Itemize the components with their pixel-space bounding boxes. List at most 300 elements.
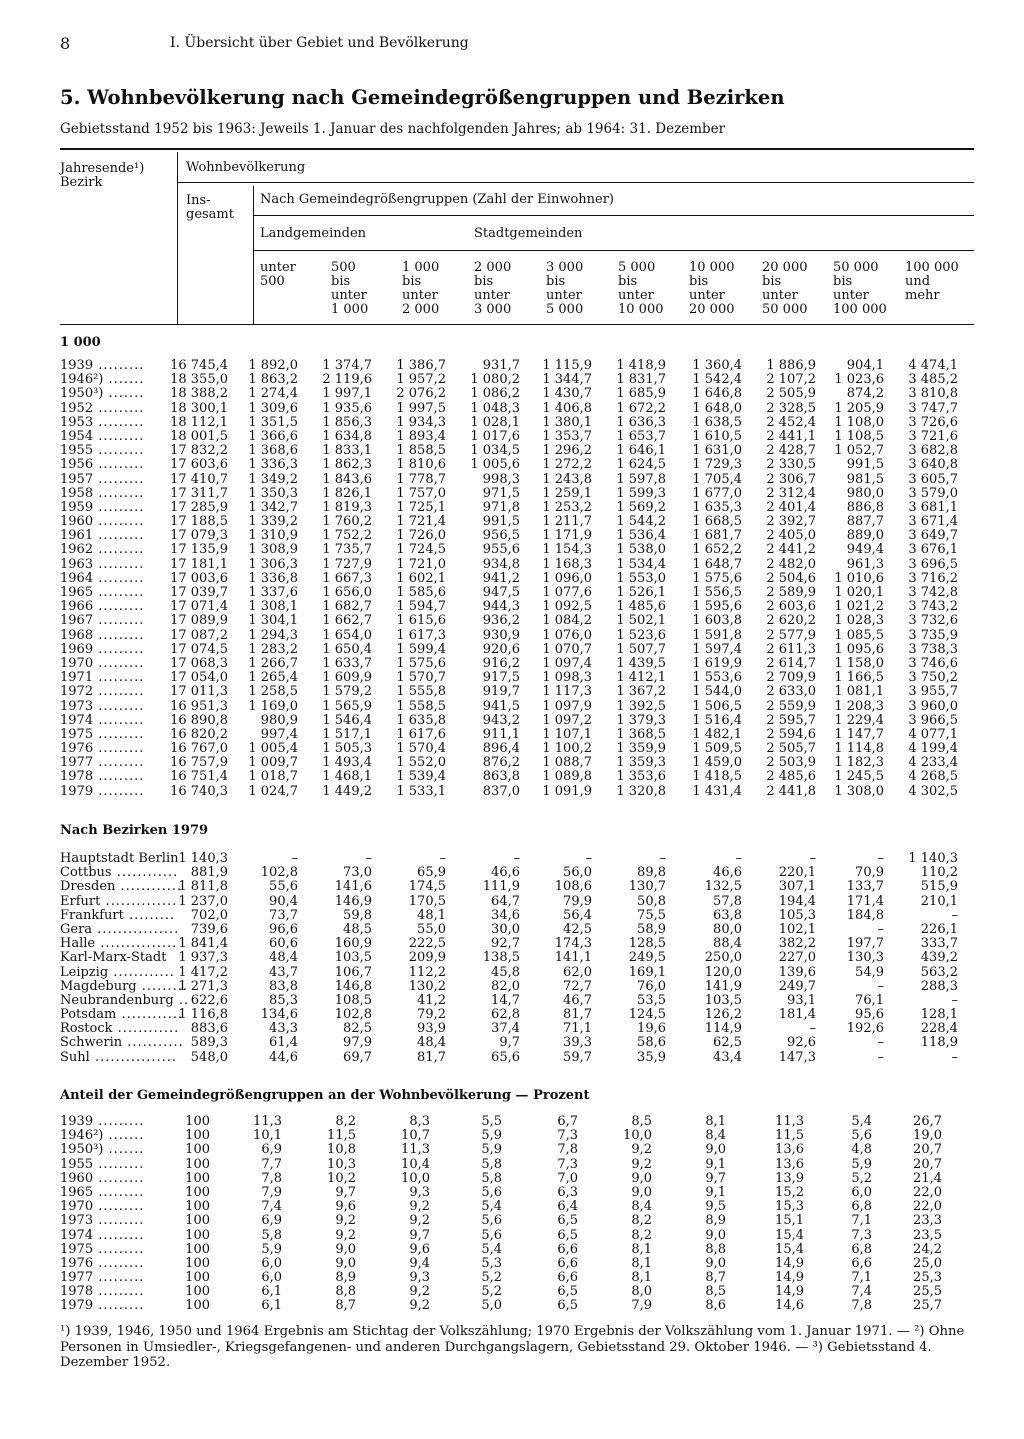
- row-label-text: 1979: [60, 1298, 94, 1314]
- table-cell: 1 368,6: [248, 443, 298, 459]
- table-cell: 17 068,3: [170, 655, 228, 671]
- table-cell: 920,6: [482, 641, 520, 657]
- row-label: [60, 657, 144, 671]
- table-row: [58, 1229, 964, 1243]
- table-cell: 563,2: [920, 964, 958, 980]
- leader-dots: .........: [93, 457, 145, 473]
- table-cell: 9,0: [705, 1255, 726, 1271]
- leader-dots: .........: [93, 1255, 145, 1271]
- row-label-text: 1960: [60, 1170, 94, 1186]
- table-cell: 1 342,7: [248, 499, 298, 515]
- table-cell: 17 071,4: [170, 599, 228, 615]
- table-cell: 59,8: [343, 907, 372, 923]
- table-cell: 18 300,1: [170, 400, 228, 416]
- row-label: [60, 1200, 144, 1214]
- table-cell: 1 617,6: [396, 726, 446, 742]
- row-label-text: 1975: [60, 1241, 94, 1257]
- header-bottom-rule: [60, 324, 974, 325]
- table-cell: 17 011,3: [170, 684, 228, 700]
- head-insgesamt-l1: Ins-: [186, 193, 211, 208]
- row-label-text: 1978: [60, 1284, 94, 1300]
- table-cell: 1 538,0: [616, 542, 666, 558]
- table-cell: 2 614,7: [766, 655, 816, 671]
- leader-dots: .........: [93, 712, 145, 728]
- table-cell: 1 485,6: [616, 599, 666, 615]
- table-cell: 1 274,4: [248, 386, 298, 402]
- row-label: [60, 852, 178, 866]
- table-cell: 2 485,6: [766, 769, 816, 785]
- table-cell: 1 154,3: [542, 542, 592, 558]
- table-cell: 13,6: [775, 1142, 804, 1158]
- table-cell: 3 747,7: [908, 400, 958, 416]
- leader-dots: .........: [93, 485, 145, 501]
- table-cell: 1 339,2: [248, 514, 298, 530]
- table-cell: 1 017,6: [470, 428, 520, 444]
- table-cell: 1 097,2: [542, 712, 592, 728]
- head-col-line: unter: [402, 288, 438, 303]
- table-cell: 515,9: [920, 879, 958, 895]
- row-label-text: 1946²): [60, 372, 104, 388]
- table-cell: 1 229,4: [834, 712, 884, 728]
- table-cell: 43,3: [269, 1021, 298, 1037]
- leader-dots: .........: [93, 783, 145, 799]
- table-cell: 1 089,8: [542, 769, 592, 785]
- row-label: [60, 387, 144, 401]
- table-cell: 56,0: [563, 865, 592, 881]
- table-cell: 7,8: [557, 1142, 578, 1158]
- table-cell: 146,8: [334, 978, 372, 994]
- table-cell: 1 070,7: [542, 641, 592, 657]
- head-landgemeinden: Landgemeinden: [260, 226, 367, 241]
- table-cell: 16 890,8: [170, 712, 228, 728]
- leader-dots: .........: [93, 1270, 145, 1286]
- table-cell: 8,9: [335, 1270, 356, 1286]
- leader-dots: ...........: [122, 1035, 184, 1051]
- table-cell: –: [877, 851, 884, 866]
- row-label: [60, 458, 144, 472]
- table-cell: 21,4: [913, 1170, 942, 1186]
- table-row: [58, 980, 964, 994]
- table-row: [58, 923, 964, 937]
- leader-dots: .........: [93, 1184, 145, 1200]
- table-cell: 997,4: [260, 726, 298, 742]
- leader-dots: .........: [93, 570, 145, 586]
- table-cell: 3 640,8: [908, 457, 958, 473]
- table-cell: 7,3: [557, 1156, 578, 1172]
- table-cell: 1 634,8: [322, 428, 372, 444]
- table-cell: 250,0: [704, 950, 742, 966]
- table-cell: 45,8: [491, 964, 520, 980]
- table-cell: 1 831,7: [616, 372, 666, 388]
- table-cell: 980,0: [846, 485, 884, 501]
- table-cell: 7,1: [851, 1270, 872, 1286]
- table-cell: 1 863,2: [248, 372, 298, 388]
- table-cell: 102,1: [778, 921, 816, 937]
- table-cell: 2 620,2: [766, 613, 816, 629]
- row-label-text: 1961: [60, 528, 94, 544]
- table-cell: 9,6: [335, 1199, 356, 1215]
- table-cell: 72,7: [563, 978, 592, 994]
- leader-dots: .........: [93, 1199, 145, 1215]
- table-row: [58, 728, 964, 742]
- table-cell: 55,0: [417, 921, 446, 937]
- table-cell: 7,0: [557, 1170, 578, 1186]
- row-label: [60, 1008, 183, 1022]
- table-cell: 184,8: [846, 907, 884, 923]
- table-cell: 1 208,3: [834, 698, 884, 714]
- table-row: [58, 671, 964, 685]
- table-cell: 1 681,7: [692, 528, 742, 544]
- table-cell: 1 526,1: [616, 585, 666, 600]
- table-cell: 1 009,7: [248, 755, 298, 771]
- table-row: [58, 1257, 964, 1271]
- table-row: [58, 586, 964, 600]
- table-cell: 887,7: [846, 514, 884, 530]
- table-cell: 1 158,0: [834, 655, 884, 671]
- table-cell: 1 306,3: [248, 556, 298, 572]
- table-cell: 947,5: [482, 585, 520, 600]
- table-cell: 14,9: [775, 1270, 804, 1286]
- table-cell: –: [809, 851, 816, 866]
- row-label-text: Suhl: [60, 1049, 90, 1065]
- table-cell: 14,9: [775, 1255, 804, 1271]
- table-cell: 70,9: [855, 865, 884, 881]
- row-label: [60, 966, 175, 980]
- row-label-text: Hauptstadt Berlin: [60, 851, 179, 866]
- table-cell: 3 676,1: [908, 542, 958, 558]
- table-cell: 18 388,2: [170, 386, 228, 402]
- table-cell: 1 010,6: [834, 570, 884, 586]
- table-cell: 1 516,4: [692, 712, 742, 728]
- table-cell: 5,9: [481, 1142, 502, 1158]
- leader-dots: .......: [103, 372, 145, 388]
- leader-dots: .........: [93, 514, 145, 530]
- table-cell: 1 570,4: [396, 741, 446, 757]
- table-cell: 971,5: [482, 485, 520, 501]
- table-cell: 1 539,4: [396, 769, 446, 785]
- table-cell: 15,2: [775, 1184, 804, 1200]
- leader-dots: .........: [93, 400, 145, 416]
- table-cell: 1 546,4: [322, 712, 372, 728]
- table-cell: 79,9: [563, 893, 592, 909]
- table-cell: 1 811,8: [178, 879, 228, 895]
- table-cell: 24,2: [913, 1241, 942, 1257]
- leader-dots: ............: [111, 865, 179, 881]
- table-cell: 1 517,1: [322, 726, 372, 742]
- table-cell: 41,2: [417, 992, 446, 1008]
- table-cell: 1 778,7: [396, 471, 446, 487]
- table-cell: 980,9: [260, 712, 298, 728]
- table-cell: 6,9: [261, 1213, 282, 1229]
- table-cell: 2 577,9: [766, 627, 816, 643]
- table-cell: 88,4: [713, 936, 742, 952]
- table-cell: 1 826,1: [322, 485, 372, 501]
- table-cell: 1 308,9: [248, 542, 298, 558]
- table-row: [58, 1214, 964, 1228]
- table-cell: 100: [185, 1142, 210, 1158]
- table-cell: 85,3: [269, 992, 298, 1008]
- row-label: [60, 529, 144, 543]
- row-label: [60, 1271, 144, 1285]
- table-cell: 1 028,3: [834, 613, 884, 629]
- row-label: [60, 756, 144, 770]
- row-label: [60, 572, 144, 586]
- districts-table-body: [58, 852, 964, 1065]
- table-cell: 6,0: [261, 1270, 282, 1286]
- table-cell: 222,5: [408, 936, 446, 952]
- leader-dots: .........: [93, 1284, 145, 1300]
- row-label: [60, 629, 144, 643]
- table-cell: 6,5: [557, 1227, 578, 1243]
- table-row: [58, 430, 964, 444]
- table-cell: 17 188,5: [170, 514, 228, 530]
- table-cell: 1 088,7: [542, 755, 592, 771]
- table-cell: 100: [185, 1298, 210, 1314]
- head-col-line: 100 000: [833, 302, 887, 317]
- table-cell: 5,9: [261, 1241, 282, 1257]
- leader-dots: .........: [93, 769, 145, 785]
- table-row: [58, 402, 964, 416]
- table-row: [58, 487, 964, 501]
- table-cell: 2 611,3: [766, 641, 816, 657]
- table-cell: 6,5: [557, 1213, 578, 1229]
- table-cell: 15,4: [775, 1241, 804, 1257]
- table-cell: 2 595,7: [766, 712, 816, 728]
- table-cell: 1 534,4: [616, 556, 666, 572]
- leader-dots: ................: [92, 921, 180, 937]
- table-cell: 3 716,2: [908, 570, 958, 586]
- table-cell: 17 285,9: [170, 499, 228, 515]
- table-cell: 65,9: [417, 865, 446, 881]
- head-col-line: mehr: [905, 288, 940, 303]
- table-cell: 118,9: [920, 1035, 958, 1051]
- table-cell: 1 336,3: [248, 457, 298, 473]
- row-label-text: 1974: [60, 712, 94, 728]
- table-cell: 1 095,6: [834, 641, 884, 657]
- table-cell: 110,2: [920, 865, 958, 881]
- table-cell: 249,7: [778, 978, 816, 994]
- table-cell: 1 005,6: [470, 457, 520, 473]
- table-cell: 9,2: [409, 1199, 430, 1215]
- table-cell: 1 117,3: [542, 684, 592, 700]
- head-col-50000-100000: [833, 261, 887, 317]
- table-cell: 9,4: [409, 1255, 430, 1271]
- table-cell: 1 406,8: [542, 400, 592, 416]
- table-cell: 548,0: [190, 1049, 228, 1065]
- row-label: [60, 1285, 144, 1299]
- table-cell: 5,8: [481, 1170, 502, 1186]
- leader-dots: .........: [93, 741, 145, 757]
- table-cell: 9,1: [705, 1156, 726, 1172]
- table-cell: 3 579,0: [908, 485, 958, 501]
- table-cell: 112,2: [408, 964, 446, 980]
- table-cell: 16 951,3: [170, 698, 228, 714]
- table-cell: 14,6: [775, 1298, 804, 1314]
- table-cell: 56,4: [563, 907, 592, 923]
- table-cell: 1 509,5: [692, 741, 742, 757]
- table-cell: 1 048,3: [470, 400, 520, 416]
- table-cell: 100: [185, 1284, 210, 1300]
- table-cell: 5,6: [481, 1213, 502, 1229]
- table-cell: 17 603,6: [170, 457, 228, 473]
- table-cell: 1 034,5: [470, 443, 520, 459]
- table-cell: 1 237,0: [178, 893, 228, 909]
- table-cell: 1 265,4: [248, 670, 298, 686]
- table-cell: 6,7: [557, 1114, 578, 1129]
- table-cell: 249,5: [628, 950, 666, 966]
- head-col-500-1000: [331, 261, 368, 317]
- table-cell: 11,5: [327, 1128, 356, 1144]
- table-cell: 1 565,9: [322, 698, 372, 714]
- table-cell: 6,3: [557, 1184, 578, 1200]
- table-cell: 13,6: [775, 1156, 804, 1172]
- table-cell: 1 296,2: [542, 443, 592, 459]
- table-cell: 95,6: [855, 1007, 884, 1023]
- table-cell: 132,5: [704, 879, 742, 895]
- head-col-line: unter: [689, 288, 725, 303]
- table-cell: 3 955,7: [908, 684, 958, 700]
- table-cell: 15,1: [775, 1213, 804, 1229]
- table-cell: 7,9: [631, 1298, 652, 1314]
- table-row: [58, 529, 964, 543]
- table-row: [58, 1299, 964, 1313]
- table-cell: 6,1: [261, 1284, 282, 1300]
- table-cell: 92,6: [787, 1035, 816, 1051]
- table-cell: 1 100,2: [542, 741, 592, 757]
- table-cell: 23,3: [913, 1213, 942, 1229]
- table-row: [58, 756, 964, 770]
- table-cell: 1 431,4: [692, 783, 742, 799]
- table-cell: 2 709,9: [766, 670, 816, 686]
- table-cell: 1 646,1: [616, 443, 666, 459]
- table-cell: 54,9: [855, 964, 884, 980]
- table-cell: –: [291, 851, 298, 866]
- leader-dots: .........: [123, 907, 176, 923]
- table-cell: 17 003,6: [170, 570, 228, 586]
- table-cell: 1 211,7: [542, 514, 592, 530]
- table-cell: 19,0: [913, 1128, 942, 1144]
- table-cell: 3 960,0: [908, 698, 958, 714]
- table-row: [58, 1271, 964, 1285]
- table-cell: 1 205,9: [834, 400, 884, 416]
- table-cell: 79,2: [417, 1007, 446, 1023]
- table-cell: 6,1: [261, 1298, 282, 1314]
- table-cell: 1 735,7: [322, 542, 372, 558]
- table-cell: 941,5: [482, 698, 520, 714]
- row-label: [60, 543, 144, 557]
- table-row: [58, 515, 964, 529]
- row-label: [60, 1257, 144, 1271]
- table-cell: 9,2: [631, 1156, 652, 1172]
- head-insgesamt: [186, 194, 234, 222]
- table-cell: 1 351,5: [248, 414, 298, 430]
- table-cell: 11,3: [775, 1114, 804, 1129]
- table-cell: 60,6: [269, 936, 298, 952]
- table-cell: 1 350,3: [248, 485, 298, 501]
- table-cell: 1 935,6: [322, 400, 372, 416]
- table-cell: 1 114,8: [834, 741, 884, 757]
- table-cell: 1 668,5: [692, 514, 742, 530]
- table-cell: 102,8: [260, 865, 298, 881]
- table-cell: 1 937,3: [178, 950, 228, 966]
- table-cell: 3 649,7: [908, 528, 958, 544]
- table-row: [58, 572, 964, 586]
- table-cell: 1 021,2: [834, 599, 884, 615]
- table-cell: 589,3: [190, 1035, 228, 1051]
- table-cell: 8,4: [631, 1199, 652, 1215]
- row-label: [60, 1158, 144, 1172]
- table-cell: 2 428,7: [766, 443, 816, 459]
- table-row: [58, 700, 964, 714]
- table-cell: 100: [185, 1255, 210, 1271]
- table-row: [58, 1158, 964, 1172]
- table-cell: 1 833,1: [322, 443, 372, 459]
- leader-dots: .......: [103, 1142, 145, 1158]
- table-row: [58, 742, 964, 756]
- table-cell: 9,7: [409, 1227, 430, 1243]
- table-cell: 9,2: [409, 1213, 430, 1229]
- table-cell: 62,0: [563, 964, 592, 980]
- table-cell: 1 721,0: [396, 556, 446, 572]
- head-col-line: unter: [331, 288, 367, 303]
- table-cell: 46,7: [563, 992, 592, 1008]
- head-col-line: unter: [618, 288, 654, 303]
- table-cell: 76,1: [855, 992, 884, 1008]
- table-cell: 919,7: [482, 684, 520, 700]
- table-cell: 22,0: [913, 1199, 942, 1215]
- table-row: [58, 1172, 964, 1186]
- row-label-text: 1968: [60, 627, 94, 643]
- table-row: [58, 1285, 964, 1299]
- table-cell: 226,1: [920, 921, 958, 937]
- table-cell: 15,4: [775, 1227, 804, 1243]
- row-label: [60, 980, 188, 994]
- table-cell: 1 757,0: [396, 485, 446, 501]
- table-cell: 1 646,8: [692, 386, 742, 402]
- table-cell: 126,2: [704, 1007, 742, 1023]
- table-cell: 4 233,4: [908, 755, 958, 771]
- table-cell: 16 820,2: [170, 726, 228, 742]
- table-cell: 1 108,5: [834, 428, 884, 444]
- head-col-line: unter: [260, 260, 296, 275]
- row-label-text: 1955: [60, 1156, 94, 1172]
- row-label: [60, 614, 144, 628]
- section-percent-heading: Anteil der Gemeindegrößengruppen an der Wohnbevölkerung — Prozent: [60, 1088, 590, 1103]
- head-nach-groesse: Nach Gemeindegrößengruppen (Zahl der Einwohner): [260, 192, 614, 207]
- head-col-line: 5 000: [618, 260, 656, 275]
- table-cell: 96,6: [269, 921, 298, 937]
- table-cell: 1 418,9: [616, 358, 666, 373]
- head-col-line: bis: [331, 274, 351, 289]
- table-cell: 50,8: [637, 893, 666, 909]
- table-cell: 34,6: [491, 907, 520, 923]
- row-label-text: 1953: [60, 414, 94, 430]
- table-cell: 1 648,7: [692, 556, 742, 572]
- table-cell: 8,3: [409, 1114, 430, 1129]
- table-cell: 1 635,3: [692, 499, 742, 515]
- table-cell: 1 542,4: [692, 372, 742, 388]
- table-cell: 5,9: [851, 1156, 872, 1172]
- table-cell: 1 418,5: [692, 769, 742, 785]
- table-cell: 3 485,2: [908, 372, 958, 388]
- table-cell: 111,9: [482, 879, 520, 895]
- table-cell: 1 283,2: [248, 641, 298, 657]
- table-cell: 6,6: [557, 1270, 578, 1286]
- table-cell: 103,5: [704, 992, 742, 1008]
- table-cell: 1 619,9: [692, 655, 742, 671]
- table-cell: 4 302,5: [908, 783, 958, 799]
- table-cell: 46,6: [491, 865, 520, 881]
